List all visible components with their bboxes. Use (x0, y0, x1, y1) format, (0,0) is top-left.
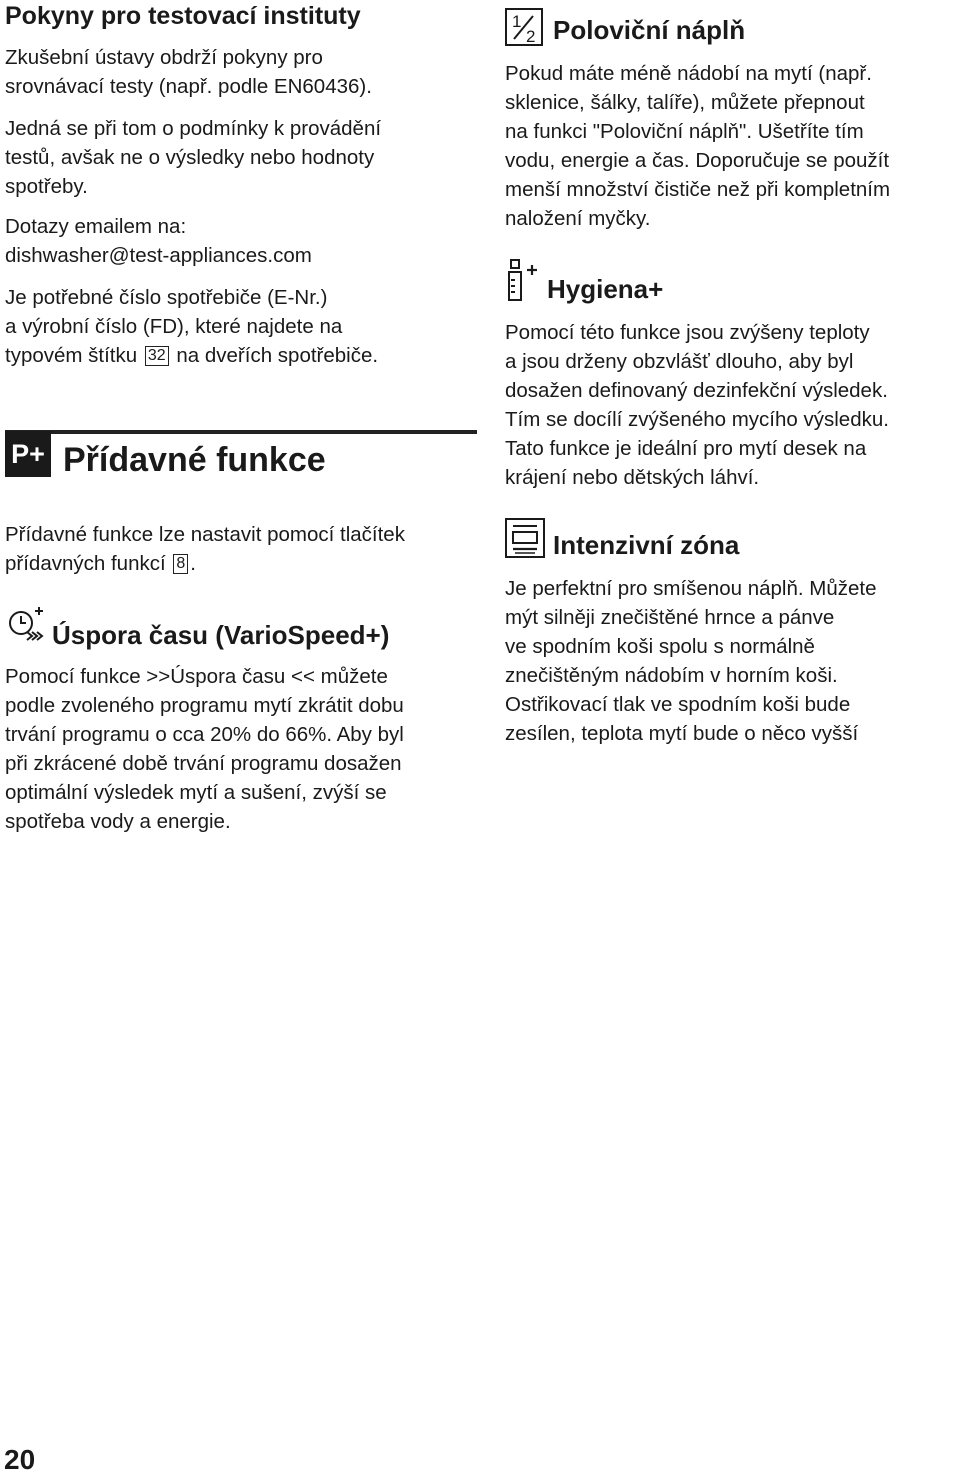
text-line (5, 341, 378, 370)
email-paragraph (5, 212, 312, 270)
text-fragment: přídavných funkcí (5, 552, 166, 575)
text-line: mýt silněji znečištěné hrnce a pánve (505, 606, 835, 629)
text-line: na funkci "Poloviční náplň". Ušetříte tím (505, 120, 864, 143)
intensive-zone-icon (505, 518, 547, 565)
text-line: Přídavné funkce lze nastavit pomocí tlačítek (5, 523, 405, 546)
email-address[interactable]: dishwasher@test-appliances.com (5, 244, 312, 267)
half-load-heading (505, 8, 960, 48)
text-line: ve spodním koši spolu s normálně (505, 635, 815, 658)
hygiene-heading (505, 258, 960, 304)
p-plus-icon: P+ (5, 431, 51, 477)
clock-speed-plus-icon (5, 603, 49, 652)
svg-text:1: 1 (512, 12, 522, 31)
text-fragment: typovém štítku (5, 344, 138, 367)
text-line: trvání programu o cca 20% do 66%. Aby byl (5, 723, 404, 746)
hygiene-paragraph (505, 318, 889, 492)
intensive-zone-title: Intenzivní zóna (553, 530, 740, 560)
text-line: srovnávací testy (např. podle EN60436). (5, 75, 372, 98)
text-line: naložení myčky. (505, 207, 651, 230)
text-line: Tato funkce je ideální pro mytí desek na (505, 437, 867, 460)
text-line: a jsou drženy obzvlášť dlouho, aby byl (505, 350, 854, 373)
conditions-paragraph (5, 114, 381, 201)
variospeed-heading (5, 603, 475, 650)
text-line (5, 549, 405, 578)
text-line: Dotazy emailem na: (5, 215, 187, 238)
reference-number-box: 32 (145, 346, 169, 366)
half-load-paragraph (505, 59, 890, 233)
text-fragment: . (190, 552, 196, 575)
text-line: Pokud máte méně nádobí na mytí (např. (505, 62, 872, 85)
text-line: Pomocí funkce >>Úspora času << můžete (5, 665, 388, 688)
text-line: Zkušební ústavy obdrží pokyny pro (5, 46, 323, 69)
intensive-zone-heading (505, 518, 960, 562)
half-load-icon (505, 8, 545, 53)
serial-number-paragraph (5, 283, 378, 370)
text-line: zesílen, teplota mytí bude o něco vyšší (505, 722, 859, 745)
variospeed-paragraph (5, 662, 404, 836)
text-line: Ostřikovací tlak ve spodním koši bude (505, 693, 851, 716)
page-number: 20 (4, 1444, 36, 1475)
variospeed-title: Úspora času (VarioSpeed+) (52, 620, 390, 650)
page-heading: Pokyny pro testovací instituty (5, 2, 361, 30)
text-line: a výrobní číslo (FD), které najdete na (5, 315, 343, 338)
text-line: spotřeby. (5, 175, 88, 198)
text-line: znečištěným nádobím v horním koši. (505, 664, 838, 687)
reference-number-box: 8 (173, 554, 188, 574)
svg-text:2: 2 (526, 27, 536, 46)
section-title: Přídavné funkce (63, 441, 326, 479)
text-line: při zkrácené době trvání programu dosažen (5, 752, 402, 775)
text-line: podle zvoleného programu mytí zkrátit dobu (5, 694, 404, 717)
text-line: Je perfektní pro smíšenou náplň. Můžete (505, 577, 877, 600)
text-line: optimální výsledek mytí a sušení, zvýší se (5, 781, 387, 804)
half-load-title: Poloviční náplň (553, 15, 746, 45)
text-fragment: na dveřích spotřebiče. (176, 344, 379, 367)
text-line: dosažen definovaný dezinfekční výsledek. (505, 379, 888, 402)
text-line: testů, avšak ne o výsledky nebo hodnoty (5, 146, 375, 169)
text-line: Pomocí této funkce jsou zvýšeny teploty (505, 321, 870, 344)
text-line: vodu, energie a čas. Doporučuje se použít (505, 149, 890, 172)
hygiene-title: Hygiena+ (547, 274, 664, 304)
text-line: sklenice, šálky, talíře), můžete přepnout (505, 91, 865, 114)
section-intro-paragraph (5, 520, 405, 578)
text-line: Jedná se při tom o podmínky k provádění (5, 117, 382, 140)
text-line: Tím se docílí zvýšeného mycího výsledku. (505, 408, 889, 431)
test-instructions-paragraph (5, 43, 372, 101)
text-line: spotřeba vody a energie. (5, 810, 231, 833)
bottle-plus-icon (505, 258, 545, 309)
text-line: krájení nebo dětských láhví. (505, 466, 760, 489)
text-line: menší množství čističe než při kompletním (505, 178, 891, 201)
section-divider (5, 430, 477, 434)
text-line: Je potřebné číslo spotřebiče (E-Nr.) (5, 286, 328, 309)
intensive-zone-paragraph (505, 574, 876, 748)
